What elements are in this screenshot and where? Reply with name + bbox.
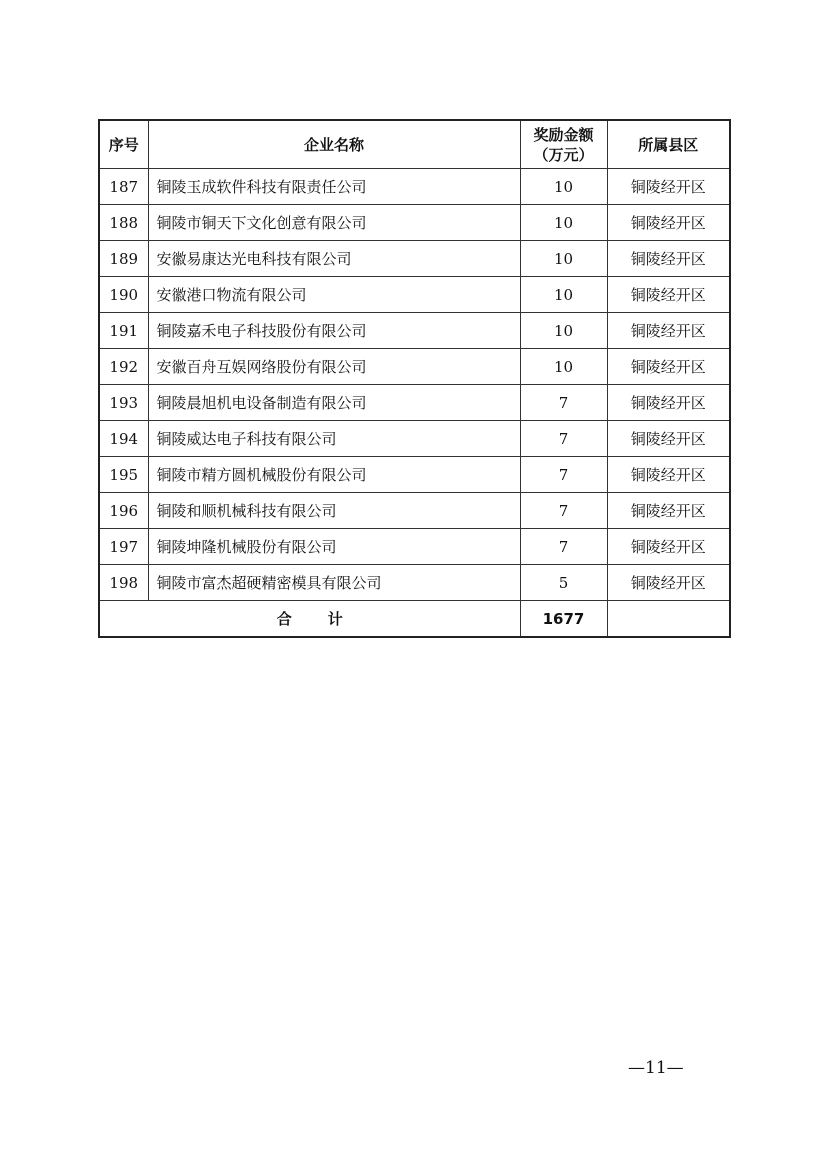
row-award-amount: 10	[520, 205, 607, 241]
header-amount-line1: 奖励金额	[533, 125, 594, 144]
row-company-name: 铜陵玉成软件科技有限责任公司	[148, 169, 520, 205]
row-seq: 191	[99, 313, 148, 349]
row-award-amount: 7	[520, 385, 607, 421]
row-area: 铜陵经开区	[607, 277, 730, 313]
row-seq: 195	[99, 457, 148, 493]
row-award-amount: 7	[520, 493, 607, 529]
row-award-amount: 7	[520, 529, 607, 565]
row-area: 铜陵经开区	[607, 529, 730, 565]
table-row	[99, 313, 730, 349]
row-company-name: 铜陵和顺机械科技有限公司	[148, 493, 520, 529]
row-seq: 189	[99, 241, 148, 277]
table-row	[99, 421, 730, 457]
award-table	[98, 119, 731, 638]
row-seq: 188	[99, 205, 148, 241]
row-company-name: 铜陵坤隆机械股份有限公司	[148, 529, 520, 565]
row-area: 铜陵经开区	[607, 493, 730, 529]
row-area: 铜陵经开区	[607, 241, 730, 277]
header-amount-line2: （万元）	[533, 145, 594, 164]
total-amount: 1677	[520, 601, 607, 638]
table-body	[99, 169, 730, 601]
row-company-name: 铜陵晨旭机电设备制造有限公司	[148, 385, 520, 421]
row-area: 铜陵经开区	[607, 349, 730, 385]
header-seq: 序号	[99, 120, 148, 169]
total-area	[607, 601, 730, 638]
total-label-char2: 计	[327, 610, 343, 628]
table-row	[99, 277, 730, 313]
row-seq: 192	[99, 349, 148, 385]
row-award-amount: 5	[520, 565, 607, 601]
table-row	[99, 205, 730, 241]
row-award-amount: 10	[520, 313, 607, 349]
row-seq: 190	[99, 277, 148, 313]
total-label-char1: 合	[276, 610, 292, 628]
row-area: 铜陵经开区	[607, 205, 730, 241]
row-company-name: 安徽港口物流有限公司	[148, 277, 520, 313]
table-header-row	[99, 120, 730, 169]
row-area: 铜陵经开区	[607, 457, 730, 493]
row-seq: 193	[99, 385, 148, 421]
table-row	[99, 169, 730, 205]
table-row	[99, 385, 730, 421]
table-row	[99, 349, 730, 385]
header-name: 企业名称	[148, 120, 520, 169]
row-award-amount: 10	[520, 169, 607, 205]
page-number: —11—	[628, 1058, 684, 1078]
row-seq: 197	[99, 529, 148, 565]
total-label	[99, 601, 520, 638]
row-seq: 187	[99, 169, 148, 205]
table-row	[99, 241, 730, 277]
row-award-amount: 10	[520, 241, 607, 277]
row-company-name: 铜陵嘉禾电子科技股份有限公司	[148, 313, 520, 349]
row-company-name: 安徽易康达光电科技有限公司	[148, 241, 520, 277]
table-row	[99, 493, 730, 529]
row-area: 铜陵经开区	[607, 169, 730, 205]
header-amount	[520, 120, 607, 169]
row-area: 铜陵经开区	[607, 313, 730, 349]
row-seq: 196	[99, 493, 148, 529]
row-company-name: 铜陵市富杰超硬精密模具有限公司	[148, 565, 520, 601]
row-award-amount: 7	[520, 457, 607, 493]
row-seq: 198	[99, 565, 148, 601]
row-area: 铜陵经开区	[607, 421, 730, 457]
row-area: 铜陵经开区	[607, 385, 730, 421]
row-award-amount: 10	[520, 349, 607, 385]
row-company-name: 安徽百舟互娱网络股份有限公司	[148, 349, 520, 385]
header-area: 所属县区	[607, 120, 730, 169]
row-award-amount: 10	[520, 277, 607, 313]
table-row	[99, 565, 730, 601]
row-company-name: 铜陵市精方圆机械股份有限公司	[148, 457, 520, 493]
row-area: 铜陵经开区	[607, 565, 730, 601]
row-company-name: 铜陵市铜天下文化创意有限公司	[148, 205, 520, 241]
total-row	[99, 601, 730, 638]
row-seq: 194	[99, 421, 148, 457]
row-company-name: 铜陵威达电子科技有限公司	[148, 421, 520, 457]
table-row	[99, 529, 730, 565]
table-row	[99, 457, 730, 493]
row-award-amount: 7	[520, 421, 607, 457]
